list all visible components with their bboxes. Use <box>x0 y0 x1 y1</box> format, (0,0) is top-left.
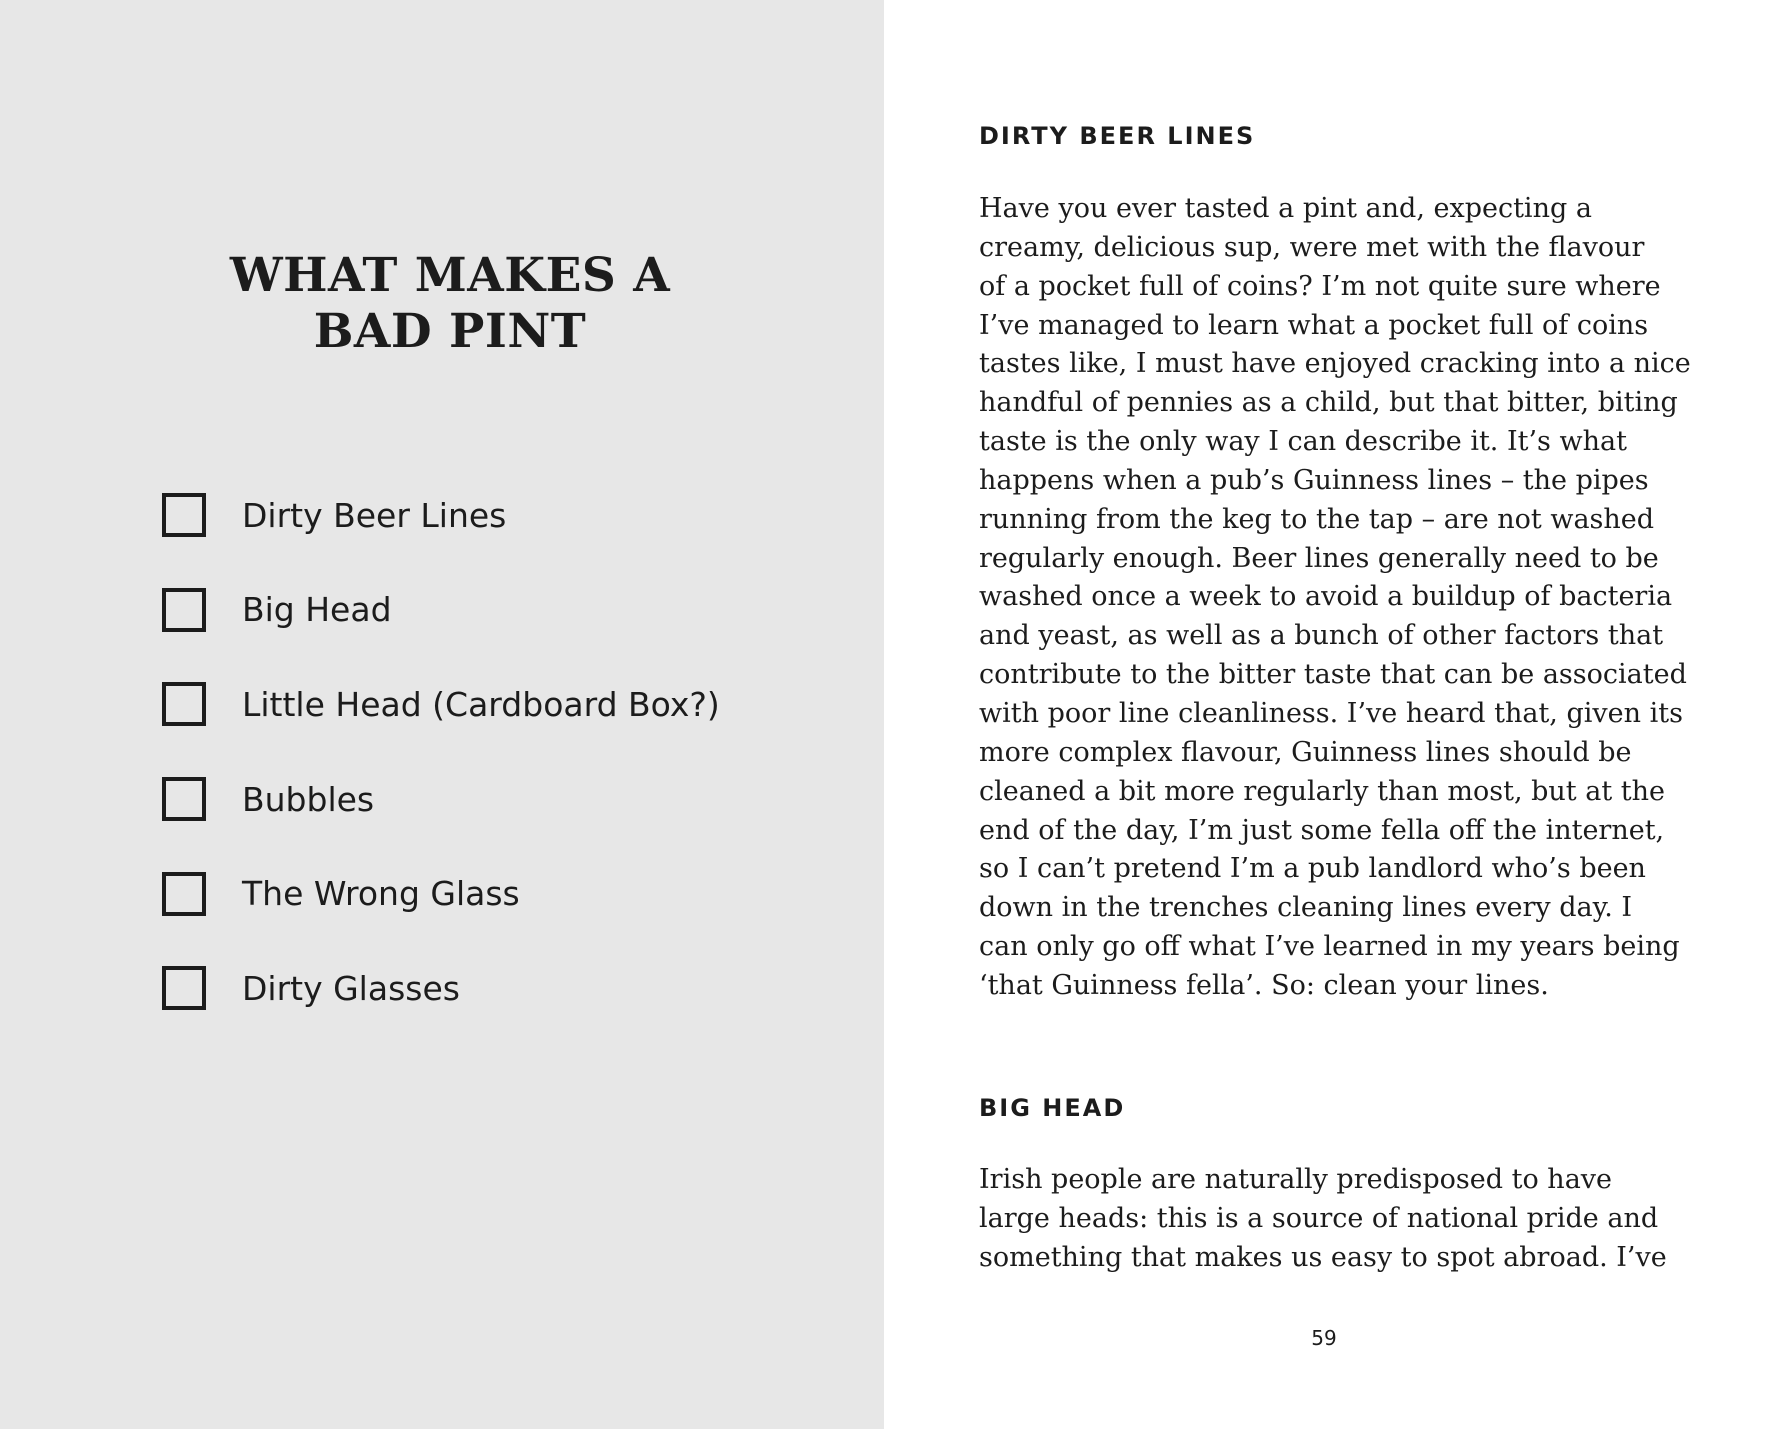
checklist-label: Dirty Beer Lines <box>242 495 507 535</box>
checkbox-dirty-beer-lines[interactable] <box>162 493 206 537</box>
checkbox-big-head[interactable] <box>162 588 206 632</box>
checklist-label: Bubbles <box>242 779 375 819</box>
body-line: taste is the only way I can describe it. It’s what <box>979 426 1627 458</box>
bad-pint-checklist <box>162 468 720 1036</box>
body-line: cleaned a bit more regularly than most, but at the <box>979 775 1665 807</box>
body-line: Have you ever tasted a pint and, expecting a <box>979 193 1592 224</box>
checkbox-wrong-glass[interactable] <box>162 872 206 916</box>
checklist-label: Big Head <box>242 590 392 630</box>
body-line: large heads: this is a source of national pride and <box>979 1202 1659 1234</box>
body-line: more complex flavour, Guinness lines should be <box>979 736 1632 768</box>
body-line: down in the trenches cleaning lines every day. I <box>979 892 1633 924</box>
body-line: and yeast, as well as a bunch of other factors that <box>979 620 1664 652</box>
checklist-item-big-head <box>162 563 720 658</box>
body-line: running from the keg to the tap – are not washed <box>979 503 1655 535</box>
body-line: something that makes us easy to spot abroad. I’ve <box>979 1241 1667 1273</box>
checkbox-dirty-glasses[interactable] <box>162 966 206 1010</box>
body-line: so I can’t pretend I’m a pub landlord who’s been <box>979 853 1646 885</box>
body-line: contribute to the bitter taste that can be associated <box>979 659 1687 691</box>
checklist-item-dirty-beer-lines <box>162 468 720 563</box>
body-line: of a pocket full of coins? I’m not quite sure where <box>979 270 1661 302</box>
checklist-item-bubbles <box>162 752 720 847</box>
section-heading-dirty-beer-lines: DIRTY BEER LINES <box>979 122 1256 150</box>
checkbox-bubbles[interactable] <box>162 777 206 821</box>
body-line: handful of pennies as a child, but that bitter, biting <box>979 387 1678 419</box>
body-line: happens when a pub’s Guinness lines – the pipes <box>979 464 1649 496</box>
body-line: tastes like, I must have enjoyed cracking into a nice <box>979 348 1691 380</box>
body-line: Irish people are naturally predisposed to have <box>979 1164 1613 1195</box>
checklist-item-wrong-glass <box>162 846 720 941</box>
section-heading-big-head: BIG HEAD <box>979 1094 1126 1122</box>
checklist-item-dirty-glasses <box>162 941 720 1036</box>
body-line: creamy, delicious sup, were met with the flavour <box>979 231 1645 263</box>
checklist-item-little-head <box>162 657 720 752</box>
body-line: washed once a week to avoid a buildup of bacteria <box>979 581 1673 613</box>
checkbox-little-head[interactable] <box>162 682 206 726</box>
body-line: ‘that Guinness fella’. So: clean your lines. <box>979 969 1549 1001</box>
section-body-big-head <box>979 1161 1679 1278</box>
checklist-label: Dirty Glasses <box>242 968 460 1008</box>
body-line: can only go off what I’ve learned in my years being <box>979 931 1680 963</box>
checklist-label: The Wrong Glass <box>242 874 520 914</box>
page-number: 59 <box>1311 1326 1337 1350</box>
page-title: WHAT MAKES A BAD PINT <box>229 248 671 359</box>
checklist-label: Little Head (Cardboard Box?) <box>242 684 720 724</box>
body-line: I’ve managed to learn what a pocket full of coins <box>979 309 1649 341</box>
body-line: with poor line cleanliness. I’ve heard that, given its <box>979 697 1683 729</box>
body-line: end of the day, I’m just some fella off the internet, <box>979 814 1665 846</box>
body-line: regularly enough. Beer lines generally need to be <box>979 542 1659 574</box>
section-body-dirty-beer-lines <box>979 190 1691 1006</box>
left-page <box>0 0 884 1429</box>
